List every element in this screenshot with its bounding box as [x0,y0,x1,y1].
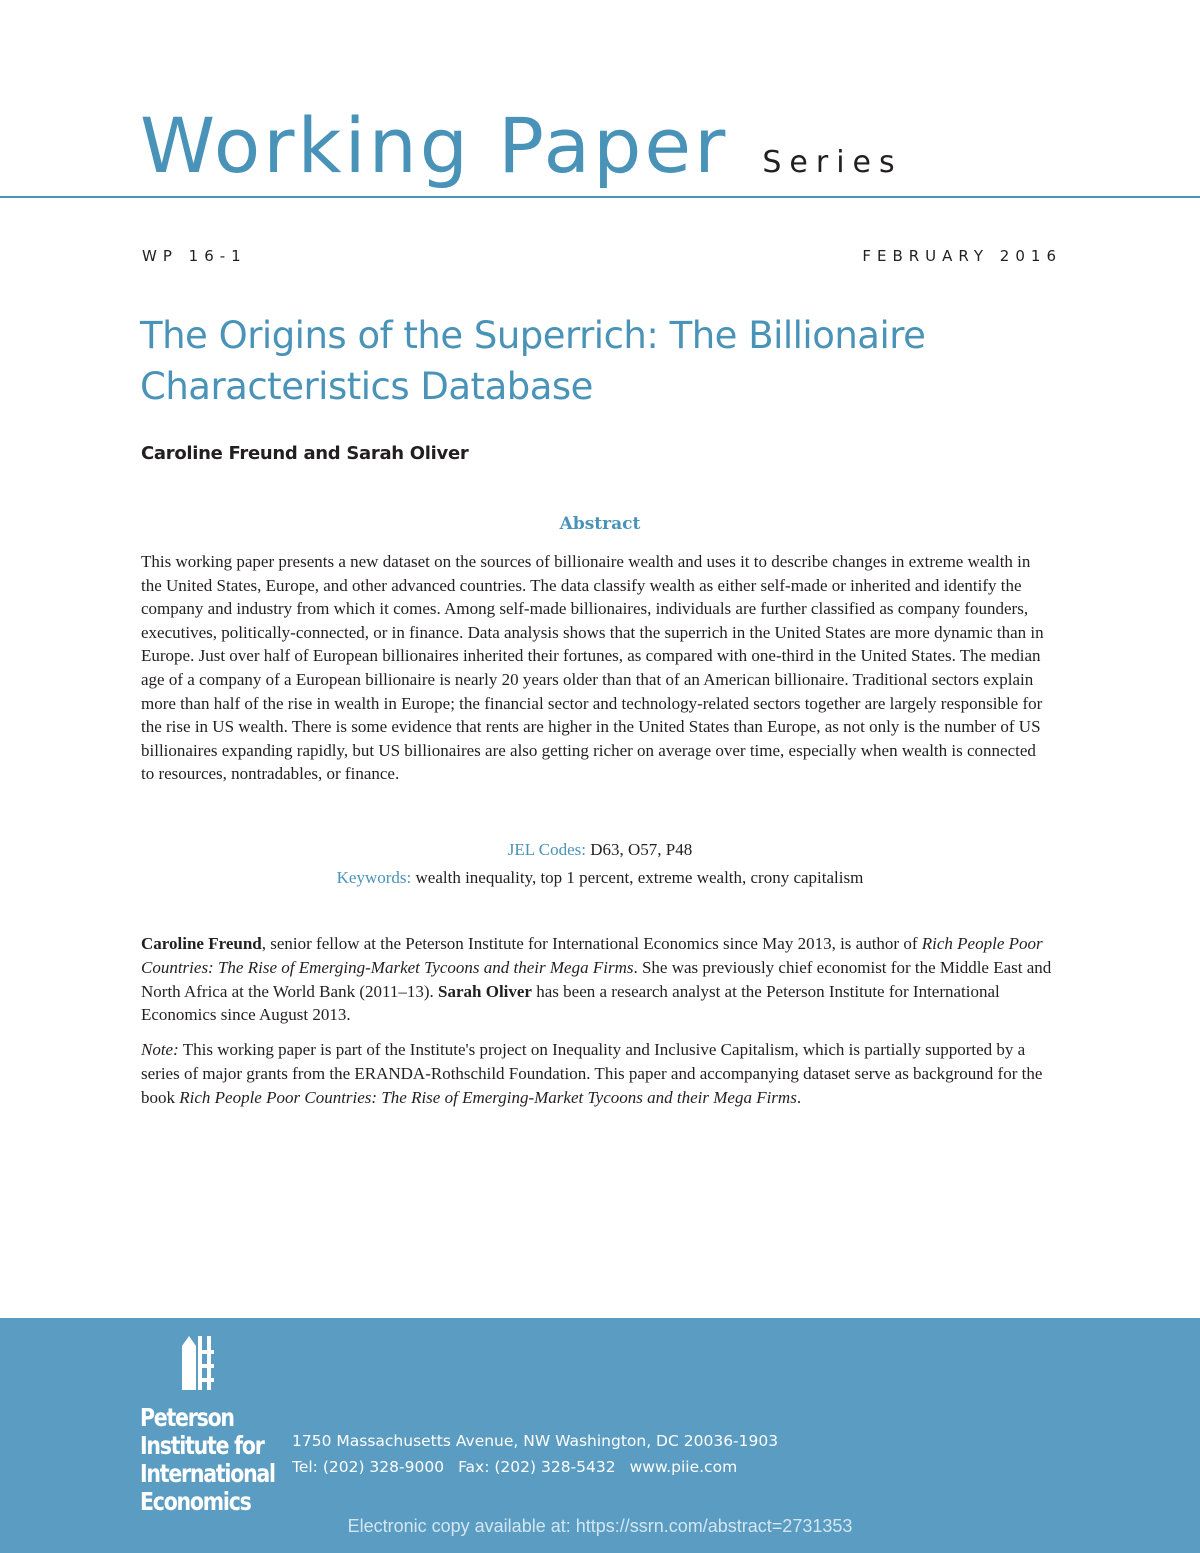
bio-text-1: , senior fellow at the Peterson Institute for International Economics since May 2013, is author of [261,934,922,953]
bio-text-3: has been a research analyst at the Peterson Institute for International Economics since August 2013. [141,981,1000,1025]
paper-title-line-2: Characteristics Database [140,365,593,408]
logo-line: Economics [140,1487,251,1516]
institute-address [292,1428,778,1480]
piie-logo-text [140,1403,275,1516]
paper-note [141,1038,1061,1109]
note-label: Note: [141,1040,179,1059]
street-address: 1750 Massachusetts Avenue, NW Washington, DC 20036-1903 [292,1432,779,1450]
series-header [140,96,903,196]
contact-line [292,1454,778,1480]
keywords-value: wealth inequality, top 1 percent, extreme wealth, crony capitalism [411,868,864,887]
note-text-2: . [796,1087,802,1107]
author-name-oliver: Sarah Oliver [438,981,532,1001]
header-rule [0,196,1200,198]
author-name-freund: Caroline Freund [141,934,262,953]
working-paper-title: Working Paper [140,101,729,190]
logo-line: Institute for [140,1431,264,1460]
logo-line: Peterson [140,1403,234,1432]
fax: Fax: (202) 328-5432 [458,1458,616,1476]
working-paper-number: WP 16-1 [142,247,247,265]
piie-logo-icon [176,1332,216,1394]
jel-codes [0,840,1200,860]
telephone: Tel: (202) 328-9000 [292,1458,445,1476]
jel-codes-label: JEL Codes: [507,840,586,859]
series-label: Series [762,145,903,180]
footer-band [0,1318,1200,1553]
abstract-heading: Abstract [559,514,641,534]
book-title: Rich People Poor Countries: The Rise of Emerging-Market Tycoons and their Mega Firms [141,934,1043,977]
note-book-title: Rich People Poor Countries: The Rise of Emerging-Market Tycoons and their Mega Firms [179,1087,797,1107]
logo-line: International [140,1459,275,1488]
paper-title [140,310,1040,412]
authors: Caroline Freund and Sarah Oliver [141,443,469,464]
note-text-1: This working paper is part of the Institute's project on Inequality and Inclusive Capitalism, which is partially supported by a series of major grants from the ERANDA-Rothschild Foundation. This paper and accompanying dataset serve as background for the book [141,1040,1043,1107]
author-bio [141,932,1061,1027]
jel-codes-value: D63, O57, P48 [585,840,693,859]
abstract-text: This working paper presents a new dataset on the sources of billionaire wealth and uses it to describe changes in extreme wealth in the United States, Europe, and other advanced countries. The data classify wealth as either self-made or inherited and identify the company and industry from which it comes. Among self-made billionaires, individuals are further classified as company founders, executives, politically-connected, or in finance. Data analysis shows that the superrich in the United States are more dynamic than in Europe. Just over half of European billionaires inherited their fortunes, as compared with one-third in the United States. The median age of a company of a European billionaire is nearly 20 years older than that of an American billionaire. Traditional sectors explain more than half of the rise in wealth in Europe; the financial sector and technology-related sectors together are largely responsible for the rise in US wealth. There is some evidence that rents are higher in the United States than Europe, as not only is the number of US billionaires expanding rapidly, but US billionaires are also getting richer on average over time, especially when wealth is connected to resources, nontradables, or finance. [141,552,1044,784]
paper-title-line-1: The Origins of the Superrich: The Billionaire [140,314,926,357]
bio-text-2: . She was previously chief economist for the Middle East and North Africa at the World Bank (2011–13). [141,957,1052,1001]
keywords [0,868,1200,888]
electronic-copy-link[interactable]: Electronic copy available at: https://ssrn.com/abstract=2731353 [347,1516,853,1536]
publication-date: FEBRUARY 2016 [862,247,1062,265]
keywords-label: Keywords: [336,868,412,887]
website-link[interactable]: www.piie.com [629,1458,738,1476]
